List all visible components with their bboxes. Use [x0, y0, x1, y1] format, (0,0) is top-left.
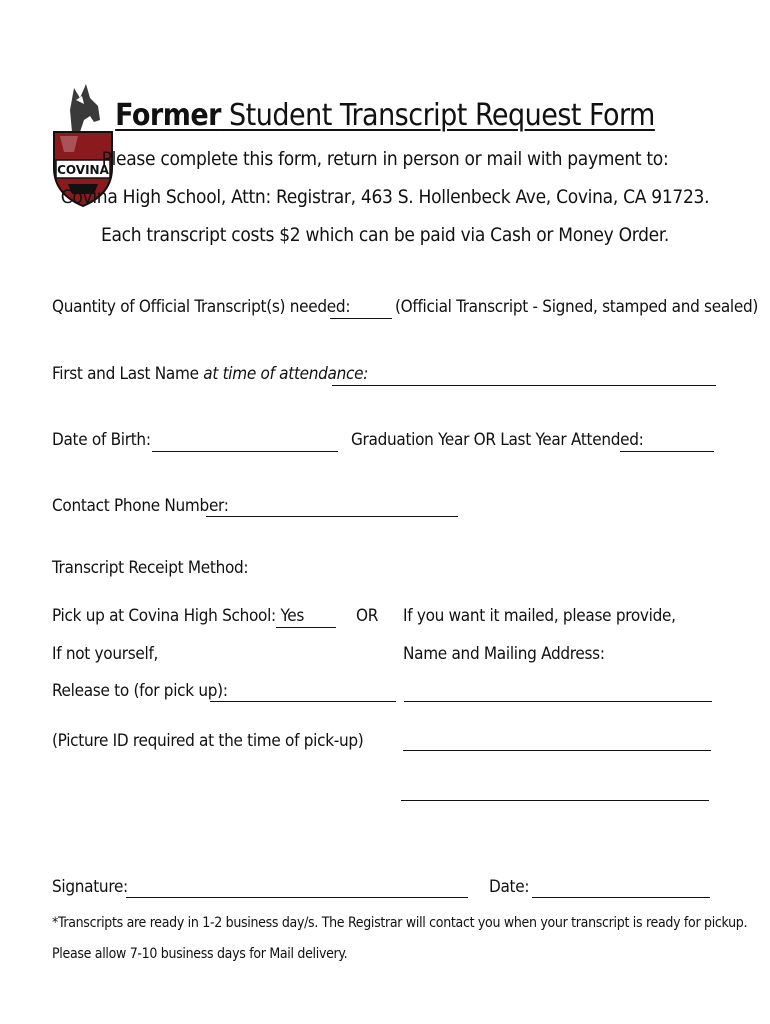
or-label: OR [356, 606, 379, 626]
logo-text: COVINA [57, 163, 109, 177]
mailing-address-line-2[interactable] [403, 750, 711, 751]
phone-label: Contact Phone Number: [52, 496, 229, 516]
name-address-label: Name and Mailing Address: [403, 644, 605, 664]
date-label: Date: [489, 877, 530, 897]
mail-label: If you want it mailed, please provide, [403, 606, 676, 626]
pickup-label: Pick up at Covina High School: Yes [52, 606, 305, 626]
release-label: Release to (for pick up): [52, 681, 228, 701]
picture-id-label: (Picture ID required at the time of pick-up) [52, 731, 364, 751]
not-yourself-label: If not yourself, [52, 644, 159, 664]
title-bold: Former [115, 98, 221, 133]
title-rest: Student Transcript Request Form [220, 98, 655, 133]
name-label-a: First and Last Name [52, 364, 199, 384]
phone-field[interactable] [206, 516, 458, 517]
name-label-b: at time of attendance: [203, 364, 369, 384]
pickup-yes-field[interactable] [276, 627, 336, 628]
quantity-note: (Official Transcript - Signed, stamped and sealed) [395, 297, 759, 317]
date-field[interactable] [532, 897, 710, 898]
dob-field[interactable] [152, 451, 338, 452]
dob-label: Date of Birth: [52, 430, 151, 450]
page-title [0, 98, 770, 133]
mailing-address-line-3[interactable] [401, 800, 709, 801]
quantity-label: Quantity of Official Transcript(s) needed: [52, 297, 351, 317]
grad-label: Graduation Year OR Last Year Attended: [351, 430, 644, 450]
quantity-field[interactable] [330, 318, 392, 319]
signature-field[interactable] [126, 897, 468, 898]
grad-year-field[interactable] [620, 451, 714, 452]
instruction-line-2: Covina High School, Attn: Registrar, 463 S. Hollenbeck Ave, Covina, CA 91723. [60, 186, 710, 208]
name-field[interactable] [332, 385, 716, 386]
receipt-method-label: Transcript Receipt Method: [52, 558, 249, 578]
instruction-line-3: Each transcript costs $2 which can be paid via Cash or Money Order. [101, 224, 669, 246]
mailing-address-line-1[interactable] [404, 701, 712, 702]
instruction-line-1: Please complete this form, return in person or mail with payment to: [101, 148, 669, 170]
footer-note-2: Please allow 7-10 business days for Mail delivery. [52, 946, 348, 962]
name-label [52, 364, 368, 384]
release-field[interactable] [210, 701, 396, 702]
footer-note-1: *Transcripts are ready in 1-2 business day/s. The Registrar will contact you when your transcript is ready for pickup. [52, 915, 748, 931]
signature-label: Signature: [52, 877, 128, 897]
